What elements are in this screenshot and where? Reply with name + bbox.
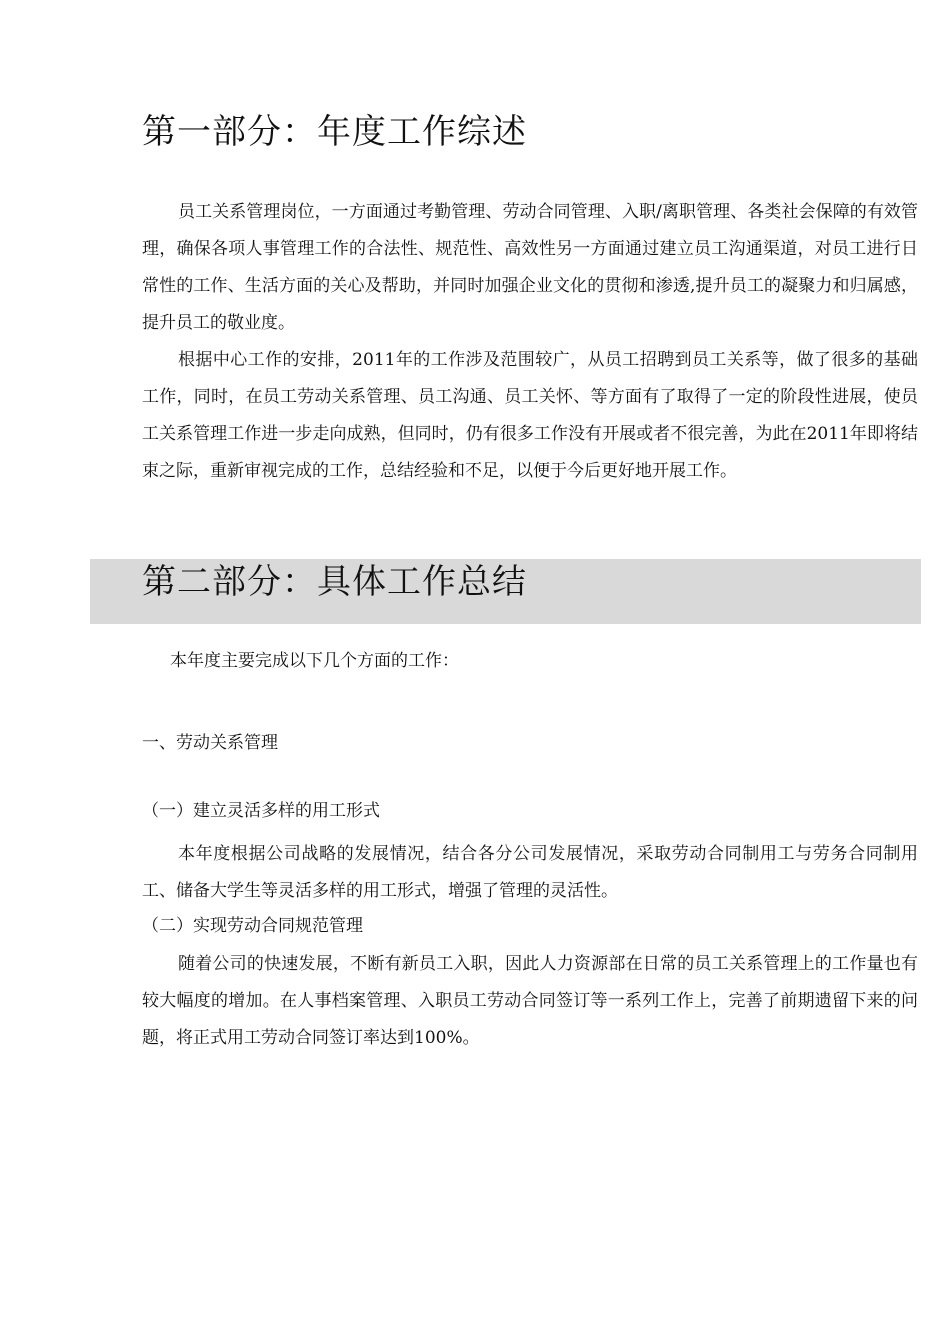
part2-intro: 本年度主要完成以下几个方面的工作： — [170, 651, 459, 671]
part1-paragraph-1: 员工关系管理岗位，一方面通过考勤管理、劳动合同管理、入职/离职管理、各类社会保障的有效管理，确保各项人事管理工作的合法性、规范性、高效性另一方面通过建立员工沟通渠道，对员工进行日常性的工作、生活方面的关心及帮助，并同时加强企业文化的贯彻和渗透,提升员工的凝聚力和归属感，提升员工的敬业度。 — [142, 202, 918, 333]
subsection1-text: 本年度根据公司战略的发展情况，结合各分公司发展情况，采取劳动合同制用工与劳务合同制用工、储备大学生等灵活多样的用工形式，增强了管理的灵活性。 — [142, 844, 918, 901]
part1-heading: 第一部分：年度工作综述 — [142, 112, 527, 152]
subsection1-title: （一）建立灵活多样的用工形式 — [142, 801, 380, 821]
subsection2-title: （二）实现劳动合同规范管理 — [142, 916, 363, 936]
part2-heading: 第二部分：具体工作总结 — [142, 562, 527, 602]
part1-paragraph-2: 根据中心工作的安排，2011年的工作涉及范围较广，从员工招聘到员工关系等，做了很多的基础工作，同时，在员工劳动关系管理、员工沟通、员工关怀、等方面有了取得了一定的阶段性进展，使员工关系管理工作进一步走向成熟，但同时，仍有很多工作没有开展或者不很完善，为此在2011年即将结束之际，重新审视完成的工作，总结经验和不足，以便于今后更好地开展工作。 — [142, 350, 918, 481]
section1-title: 一、劳动关系管理 — [142, 733, 278, 753]
subsection2-text: 随着公司的快速发展，不断有新员工入职，因此人力资源部在日常的员工关系管理上的工作量也有较大幅度的增加。在人事档案管理、入职员工劳动合同签订等一系列工作上，完善了前期遗留下来的问题，将正式用工劳动合同签订率达到100%。 — [142, 954, 918, 1048]
